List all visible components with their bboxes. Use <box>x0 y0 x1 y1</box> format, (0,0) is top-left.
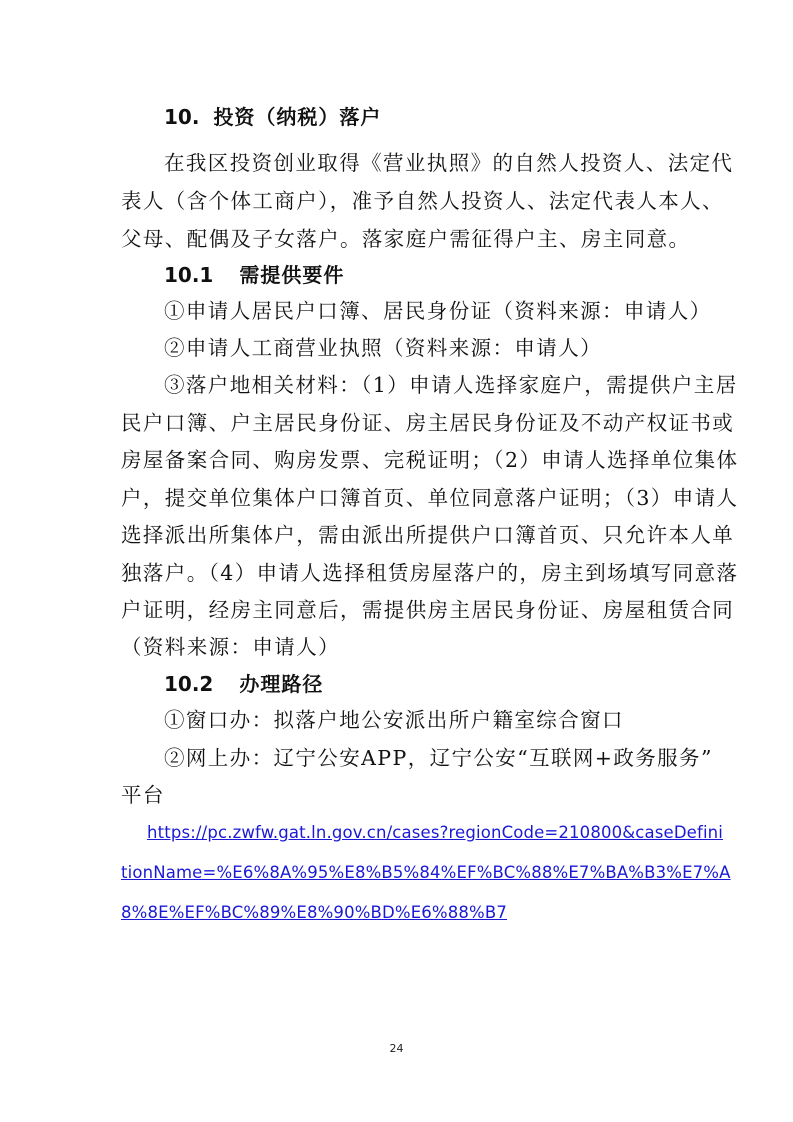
requirement-item: ②申请人工商营业执照（资料来源：申请人） <box>164 336 602 360</box>
requirement-item: ③落户地相关材料：（1）申请人选择家庭户，需提供户主居 <box>164 373 738 397</box>
requirement-line: 选择派出所集体户，需由派出所提供户口簿首页、只允许本人单 <box>121 523 735 547</box>
requirement-item: ①申请人居民户口簿、居民身份证（资料来源：申请人） <box>164 299 712 323</box>
subsection-number: 10.1 <box>164 263 214 287</box>
intro-line: 在我区投资创业取得《营业执照》的自然人投资人、法定代 <box>164 151 734 175</box>
requirement-line: 房屋备案合同、购房发票、完税证明；（2）申请人选择单位集体 <box>121 448 739 472</box>
requirement-line: 独落户。（4）申请人选择租赁房屋落户的，房主到场填写同意落 <box>121 561 739 585</box>
intro-line: 表人（含个体工商户），准予自然人投资人、法定代表人本人、 <box>121 189 724 213</box>
subsection-heading-requirements <box>164 263 344 287</box>
intro-line: 父母、配偶及子女落户。落家庭户需征得户主、房主同意。 <box>121 227 691 251</box>
process-line: 平台 <box>121 783 165 807</box>
process-item: ②网上办：辽宁公安APP，辽宁公安“互联网+政务服务” <box>164 746 713 770</box>
subsection-heading-process <box>164 672 323 696</box>
subsection-title: 需提供要件 <box>239 263 345 287</box>
section-heading <box>164 105 381 129</box>
page-number: 24 <box>389 1042 404 1055</box>
requirement-line: 户，提交单位集体户口簿首页、单位同意落户证明；（3）申请人 <box>121 486 739 510</box>
platform-link-line[interactable]: tionName=%E6%8A%95%E8%B5%84%EF%BC%88%E7%BA%B3%E7%A <box>121 863 731 882</box>
subsection-number: 10.2 <box>164 672 214 696</box>
process-item: ①窗口办：拟落户地公安派出所户籍室综合窗口 <box>164 708 624 732</box>
requirement-line: 户证明，经房主同意后，需提供房主居民身份证、房屋租赁合同 <box>121 598 735 622</box>
platform-link-line[interactable]: https://pc.zwfw.gat.ln.gov.cn/cases?regionCode=210800&caseDefini <box>147 823 724 842</box>
requirement-line: 民户口簿、户主居民身份证、房主居民身份证及不动产权证书或 <box>121 411 735 435</box>
platform-link-line[interactable]: 8%8E%EF%BC%89%E8%90%BD%E6%88%B7 <box>121 903 507 922</box>
section-title: 投资（纳税）落户 <box>213 105 382 129</box>
section-number: 10. <box>164 105 200 129</box>
subsection-title: 办理路径 <box>239 672 324 696</box>
requirement-line: （资料来源：申请人） <box>121 635 340 659</box>
